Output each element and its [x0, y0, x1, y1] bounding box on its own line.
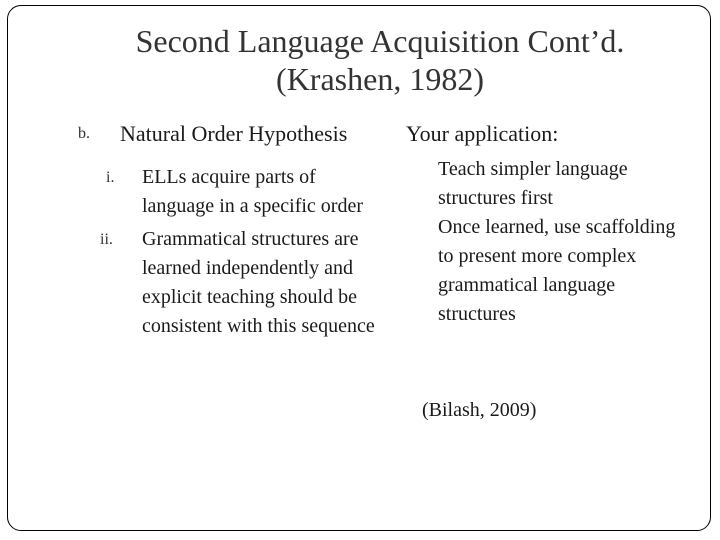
citation: (Bilash, 2009)	[422, 399, 537, 421]
application-item	[404, 155, 694, 213]
application-item-text: Teach simpler language structures first	[438, 158, 628, 209]
application-heading-text: Your application:	[406, 121, 559, 146]
application-heading	[404, 118, 694, 149]
sub-list-item	[78, 163, 378, 221]
application-item-text: Once learned, use scaffolding to present more complex grammatical language structures	[438, 216, 676, 325]
right-column	[404, 118, 694, 329]
hypothesis-sub-list	[78, 163, 378, 341]
hypothesis-heading: Natural Order Hypothesis	[120, 121, 348, 146]
sub-list-item	[78, 225, 378, 341]
application-item	[404, 213, 694, 329]
slide-title-line2: (Krashen, 1982)	[276, 61, 484, 97]
left-column	[78, 118, 378, 341]
sub-list-text: ELLs acquire parts of language in a specific order	[142, 166, 364, 217]
sub-list-text: Grammatical structures are learned independently and explicit teaching should be consistent with this sequence	[142, 228, 375, 337]
slide-title-line1: Second Language Acquisition Cont’d.	[135, 23, 625, 59]
slide-title	[20, 22, 700, 98]
hypothesis-item	[78, 118, 378, 149]
application-list	[404, 155, 694, 329]
list-marker: b.	[78, 125, 90, 142]
sub-list-marker: ii.	[100, 231, 113, 248]
sub-list-marker: i.	[106, 169, 115, 186]
